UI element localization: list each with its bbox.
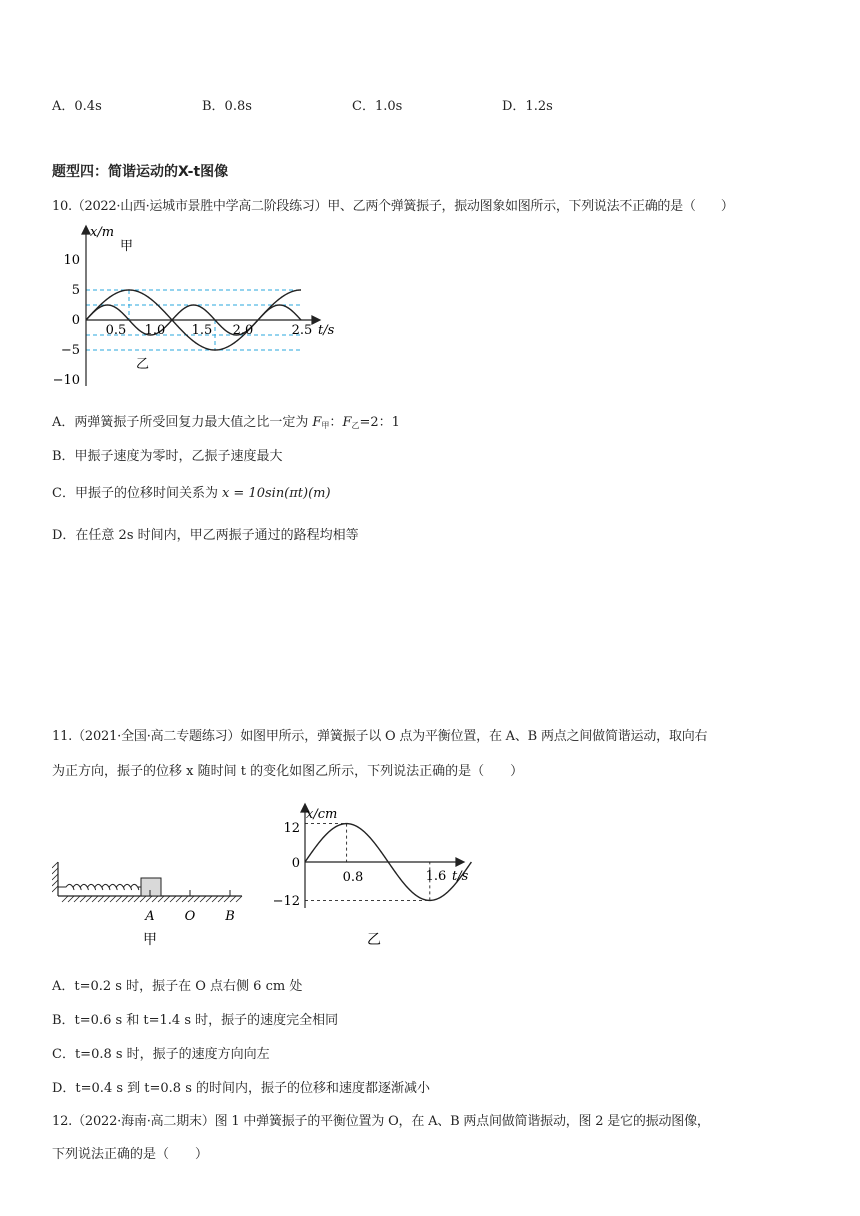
q10-x-tick: 2.0 xyxy=(232,323,254,338)
prev-option-d[interactable]: D．1.2s xyxy=(502,99,553,114)
floor-hatch-line xyxy=(236,896,242,902)
q10-option-c[interactable] xyxy=(52,482,331,501)
spring xyxy=(58,884,141,889)
q10-option-d[interactable]: D．在任意 2s 时间内，甲乙两振子通过的路程均相等 xyxy=(52,528,359,543)
q10-y-tick: 10 xyxy=(63,253,80,268)
q10-x-tick: 1.5 xyxy=(191,323,213,338)
q11-stem-line2: 为正方向，振子的位移 x 随时间 t 的变化如图乙所示，下列说法正确的是（ ） xyxy=(52,764,524,779)
q11-y-tick: 12 xyxy=(283,821,300,836)
force-subscript: 甲 xyxy=(321,421,330,430)
floor-hatch-line xyxy=(68,896,74,902)
floor-hatch-line xyxy=(230,896,236,902)
floor-hatch-line xyxy=(224,896,230,902)
q11-option-d[interactable]: D．t=0.4 s 到 t=0.8 s 的时间内，振子的位移和速度都逐渐减小 xyxy=(52,1081,431,1096)
floor-hatch-line xyxy=(146,896,152,902)
q10-series-label-yi: 乙 xyxy=(136,357,150,372)
floor-hatch-line xyxy=(206,896,212,902)
q10-stem: 10.（2022·山西·运城市景胜中学高二阶段练习）甲、乙两个弹簧振子，振动图象如图所示，下列说法不正确的是（ ） xyxy=(52,199,734,214)
q10-y-tick: −10 xyxy=(52,373,80,388)
q11-y-axis-label: x/cm xyxy=(306,807,338,822)
label-o: O xyxy=(184,909,196,924)
oscillator-block xyxy=(141,878,161,896)
q11-x-arrow xyxy=(456,858,464,866)
floor-hatch-line xyxy=(164,896,170,902)
q11-spring-figure xyxy=(52,860,252,950)
force-symbol: F xyxy=(342,415,352,430)
floor-hatch-line xyxy=(212,896,218,902)
force-subscript: 乙 xyxy=(351,421,360,430)
q10-option-c-text: C．甲振子的位移时间关系为 xyxy=(52,486,218,501)
prev-option-c[interactable]: C．1.0s xyxy=(352,99,403,114)
q10-y-tick: 5 xyxy=(71,283,80,298)
q11-option-a[interactable]: A．t=0.2 s 时，振子在 O 点右侧 6 cm 处 xyxy=(52,979,303,994)
q12-stem-line1: 12.（2022·海南·高二期末）图 1 中弹簧振子的平衡位置为 O，在 A、B 两点间做简谐振动，图 2 是它的振动图像， xyxy=(52,1114,710,1129)
floor-hatch-line xyxy=(182,896,188,902)
floor-hatch xyxy=(62,896,242,902)
section-title: 题型四：简谐运动的X-t图像 xyxy=(52,164,229,180)
q11-stem-line1: 11.（2021·全国·高二专题练习）如图甲所示，弹簧振子以 O 点为平衡位置，在 A、B 两点之间做简谐运动，取向右 xyxy=(52,729,708,744)
q10-x-tick: 2.5 xyxy=(291,323,313,338)
q10-option-a[interactable] xyxy=(52,411,400,431)
floor-hatch-line xyxy=(134,896,140,902)
q10-y-tick: 0 xyxy=(71,313,80,328)
floor-hatch-line xyxy=(86,896,92,902)
q10-y-axis-label: x/m xyxy=(90,225,115,240)
floor-hatch-line xyxy=(62,896,68,902)
floor-hatch-line xyxy=(92,896,98,902)
fig1-caption: 甲 xyxy=(143,932,157,948)
q10-y-arrow xyxy=(82,226,90,234)
q11-x-tick: 0.8 xyxy=(342,870,364,885)
floor-hatch-line xyxy=(110,896,116,902)
q11-x-tick: 1.6 xyxy=(425,869,447,884)
q10-y-tick: −5 xyxy=(60,343,80,358)
floor-hatch-line xyxy=(98,896,104,902)
floor-hatch-line xyxy=(140,896,146,902)
q12-stem-line2: 下列说法正确的是（ ） xyxy=(52,1147,209,1162)
wall-hatch xyxy=(52,862,58,892)
q10-series-label-jia: 甲 xyxy=(120,239,134,254)
q11-option-c[interactable]: C．t=0.8 s 时，振子的速度方向向左 xyxy=(52,1047,270,1062)
q11-y-tick: −12 xyxy=(272,894,300,909)
q10-graph xyxy=(50,220,350,390)
prev-option-a[interactable]: A．0.4s xyxy=(52,99,102,114)
label-b: B xyxy=(225,909,235,924)
ratio-value: =2：1 xyxy=(359,415,400,430)
q11-option-b[interactable]: B．t=0.6 s 和 t=1.4 s 时，振子的速度完全相同 xyxy=(52,1013,339,1028)
q10-x-axis-label: t/s xyxy=(318,323,335,338)
prev-option-b[interactable]: B．0.8s xyxy=(202,99,252,114)
floor-hatch-line xyxy=(74,896,80,902)
q11-graph xyxy=(270,798,480,953)
q11-x-axis-label: t/s xyxy=(452,869,469,884)
label-a: A xyxy=(145,909,155,924)
q10-x-tick: 0.5 xyxy=(105,323,127,338)
floor-hatch-line xyxy=(128,896,134,902)
floor-hatch-line xyxy=(122,896,128,902)
q10-option-c-formula: x = 10sin(πt)(m) xyxy=(221,486,331,501)
q10-option-a-text: A．两弹簧振子所受回复力最大值之比一定为 xyxy=(52,415,309,430)
floor-hatch-line xyxy=(104,896,110,902)
floor-hatch-line xyxy=(80,896,86,902)
floor-hatch-line xyxy=(176,896,182,902)
ratio-colon: ： xyxy=(329,415,343,430)
floor-hatch-line xyxy=(200,896,206,902)
floor-hatch-line xyxy=(158,896,164,902)
fig2-caption: 乙 xyxy=(367,932,381,948)
floor-hatch-line xyxy=(194,896,200,902)
force-symbol: F xyxy=(312,415,322,430)
floor-hatch-line xyxy=(218,896,224,902)
q10-option-b[interactable]: B．甲振子速度为零时，乙振子速度最大 xyxy=(52,449,283,464)
floor-hatch-line xyxy=(188,896,194,902)
floor-hatch-line xyxy=(152,896,158,902)
floor-hatch-line xyxy=(170,896,176,902)
floor-hatch-line xyxy=(116,896,122,902)
q10-x-tick: 1.0 xyxy=(144,323,166,338)
q11-y-tick: 0 xyxy=(291,856,300,871)
